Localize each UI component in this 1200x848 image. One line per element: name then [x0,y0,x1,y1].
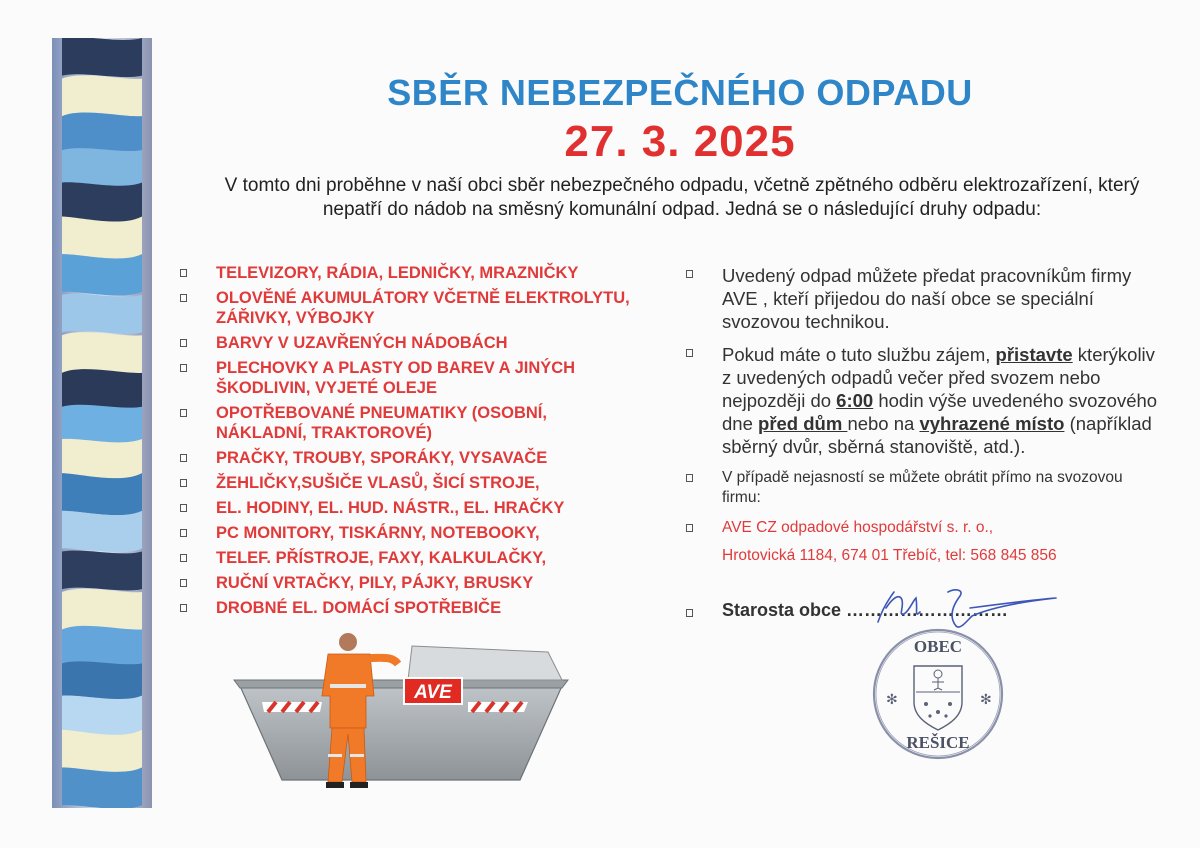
waste-items-list [176,263,636,623]
container-worker-illustration [232,628,574,798]
stripe-band [62,182,142,223]
stripe-band [62,148,142,188]
bullet-icon [686,524,693,532]
municipal-stamp [868,620,1010,768]
bullet-icon [180,269,187,277]
waste-container [240,686,562,780]
stripe-band [62,768,142,808]
emphasis-vyhrazene-misto: vyhrazené místo [919,413,1065,434]
stripe-band [62,730,142,772]
bullet-icon [180,339,187,347]
stripe-band [62,589,142,630]
bullet-icon [180,294,187,302]
list-item: OLOVĚNÉ AKUMULÁTORY VČETNĚ ELEKTROLYTU, ZÁŘIVKY, VÝBOJKY [176,288,636,328]
emphasis-pristavte: přistavte [995,344,1073,365]
bullet-icon [180,479,187,487]
list-item: PRAČKY, TROUBY, SPORÁKY, VYSAVAČE [176,448,636,468]
stripe-band [62,473,142,515]
flower-icons [924,702,952,718]
stripe-band [62,332,142,373]
list-item: RUČNÍ VRTAČKY, PILY, PÁJKY, BRUSKY [176,573,636,593]
deadline-time: 6:00 [836,390,874,411]
company-address: Hrotovická 1184, 674 01 Třebíč, tel: 568 845 856 [722,547,1057,564]
stripe-band [62,661,142,701]
collection-date: 27. 3. 2025 [564,117,796,166]
wave-stripes-graphic [52,38,152,808]
list-item: OPOTŘEBOVANÉ PNEUMATIKY (OSOBNÍ, NÁKLADNÍ, TRAKTOROVÉ) [176,403,636,443]
coat-of-arms-icon [914,666,962,730]
stripe-band [62,550,142,590]
stripe-band [62,695,142,736]
decorative-stripe-band [52,38,152,808]
emphasis-pred-dum: před dům [758,413,848,434]
list-item: ŽEHLIČKY,SUŠIČE VLASŮ, ŠICÍ STROJE, [176,473,636,493]
mayor-signature-line: Starosta obce ……………………… [682,600,1008,621]
page-title: SBĚR NEBEZPEČNÉHO ODPADU [387,72,973,113]
bullet-icon [180,364,187,372]
intro-line-2: nepatří do nádob na směsný komunální odpad. Jedná se o následující druhy odpadu: [322,199,1042,220]
bullet-icon [180,409,187,417]
bullet-icon [180,529,187,537]
stripe-band [62,405,142,445]
intro-line-1: V tomto dni proběhne v naší obci sběr nebezpečného odpadu, včetně zpětného odběru elektrozařízení, který [224,175,1140,196]
bullet-icon [180,454,187,462]
stamp-top-text: OBEC [913,637,963,656]
info-handover: Uvedený odpad můžete předat pracovníkům firmy AVE , kteří přijedou do naší obce se speciální svozovou technikou. [682,264,1162,333]
intro-text [172,174,1192,222]
company-name: AVE CZ odpadové hospodářství s. r. o., [682,518,1162,538]
bullet-icon [686,474,693,482]
ave-logo-text: AVE [414,682,452,703]
list-item: DROBNÉ EL. DOMÁCÍ SPOTŘEBIČE [176,598,636,618]
stripe-band [62,626,142,667]
bullet-icon [180,504,187,512]
list-item: PC MONITORY, TISKÁRNY, NOTEBOOKY, [176,523,636,543]
bullet-icon [180,554,187,562]
stripe-band [62,511,142,552]
list-item: PLECHOVKY A PLASTY OD BAREV A JINÝCH ŠKODLIVIN, VYJETÉ OLEJE [176,358,636,398]
info-list [682,264,1162,566]
stripe-band [62,439,142,480]
list-item: EL. HODINY, EL. HUD. NÁSTR., EL. HRAČKY [176,498,636,518]
info-contact: V případě nejasností se můžete obrátit přímo na svozovou firmu: [682,468,1162,508]
svg-text:✻: ✻ [886,692,898,708]
stripe-band [62,216,142,258]
stripe-band [62,113,142,154]
stripe-band [62,38,142,77]
stripe-band [62,369,142,410]
bullet-icon [686,349,693,357]
info-instructions: Pokud máte o tuto službu zájem, přistavte kterýkoliv z uvedených odpadů večer před svozem nebo nejpozději do 6:00 hodin výše uvedeného svozového dne před dům nebo na vyhrazené místo (například sběrný dvůr, sběrná stanoviště, atd.). [682,343,1162,458]
svg-text:✻: ✻ [980,692,992,708]
bullet-icon [180,579,187,587]
stamp-bottom-text: REŠICE [906,733,970,752]
stripe-band [62,75,142,116]
bullet-icon [180,604,187,612]
list-item: BARVY V UZAVŘENÝCH NÁDOBÁCH [176,333,636,353]
list-item: TELEVIZORY, RÁDIA, LEDNIČKY, MRAZNIČKY [176,263,636,283]
stripe-band [62,254,142,295]
list-item: TELEF. PŘÍSTROJE, FAXY, KALKULAČKY, [176,548,636,568]
bullet-icon [686,609,693,617]
stripe-band [62,294,142,334]
bullet-icon [686,270,693,278]
